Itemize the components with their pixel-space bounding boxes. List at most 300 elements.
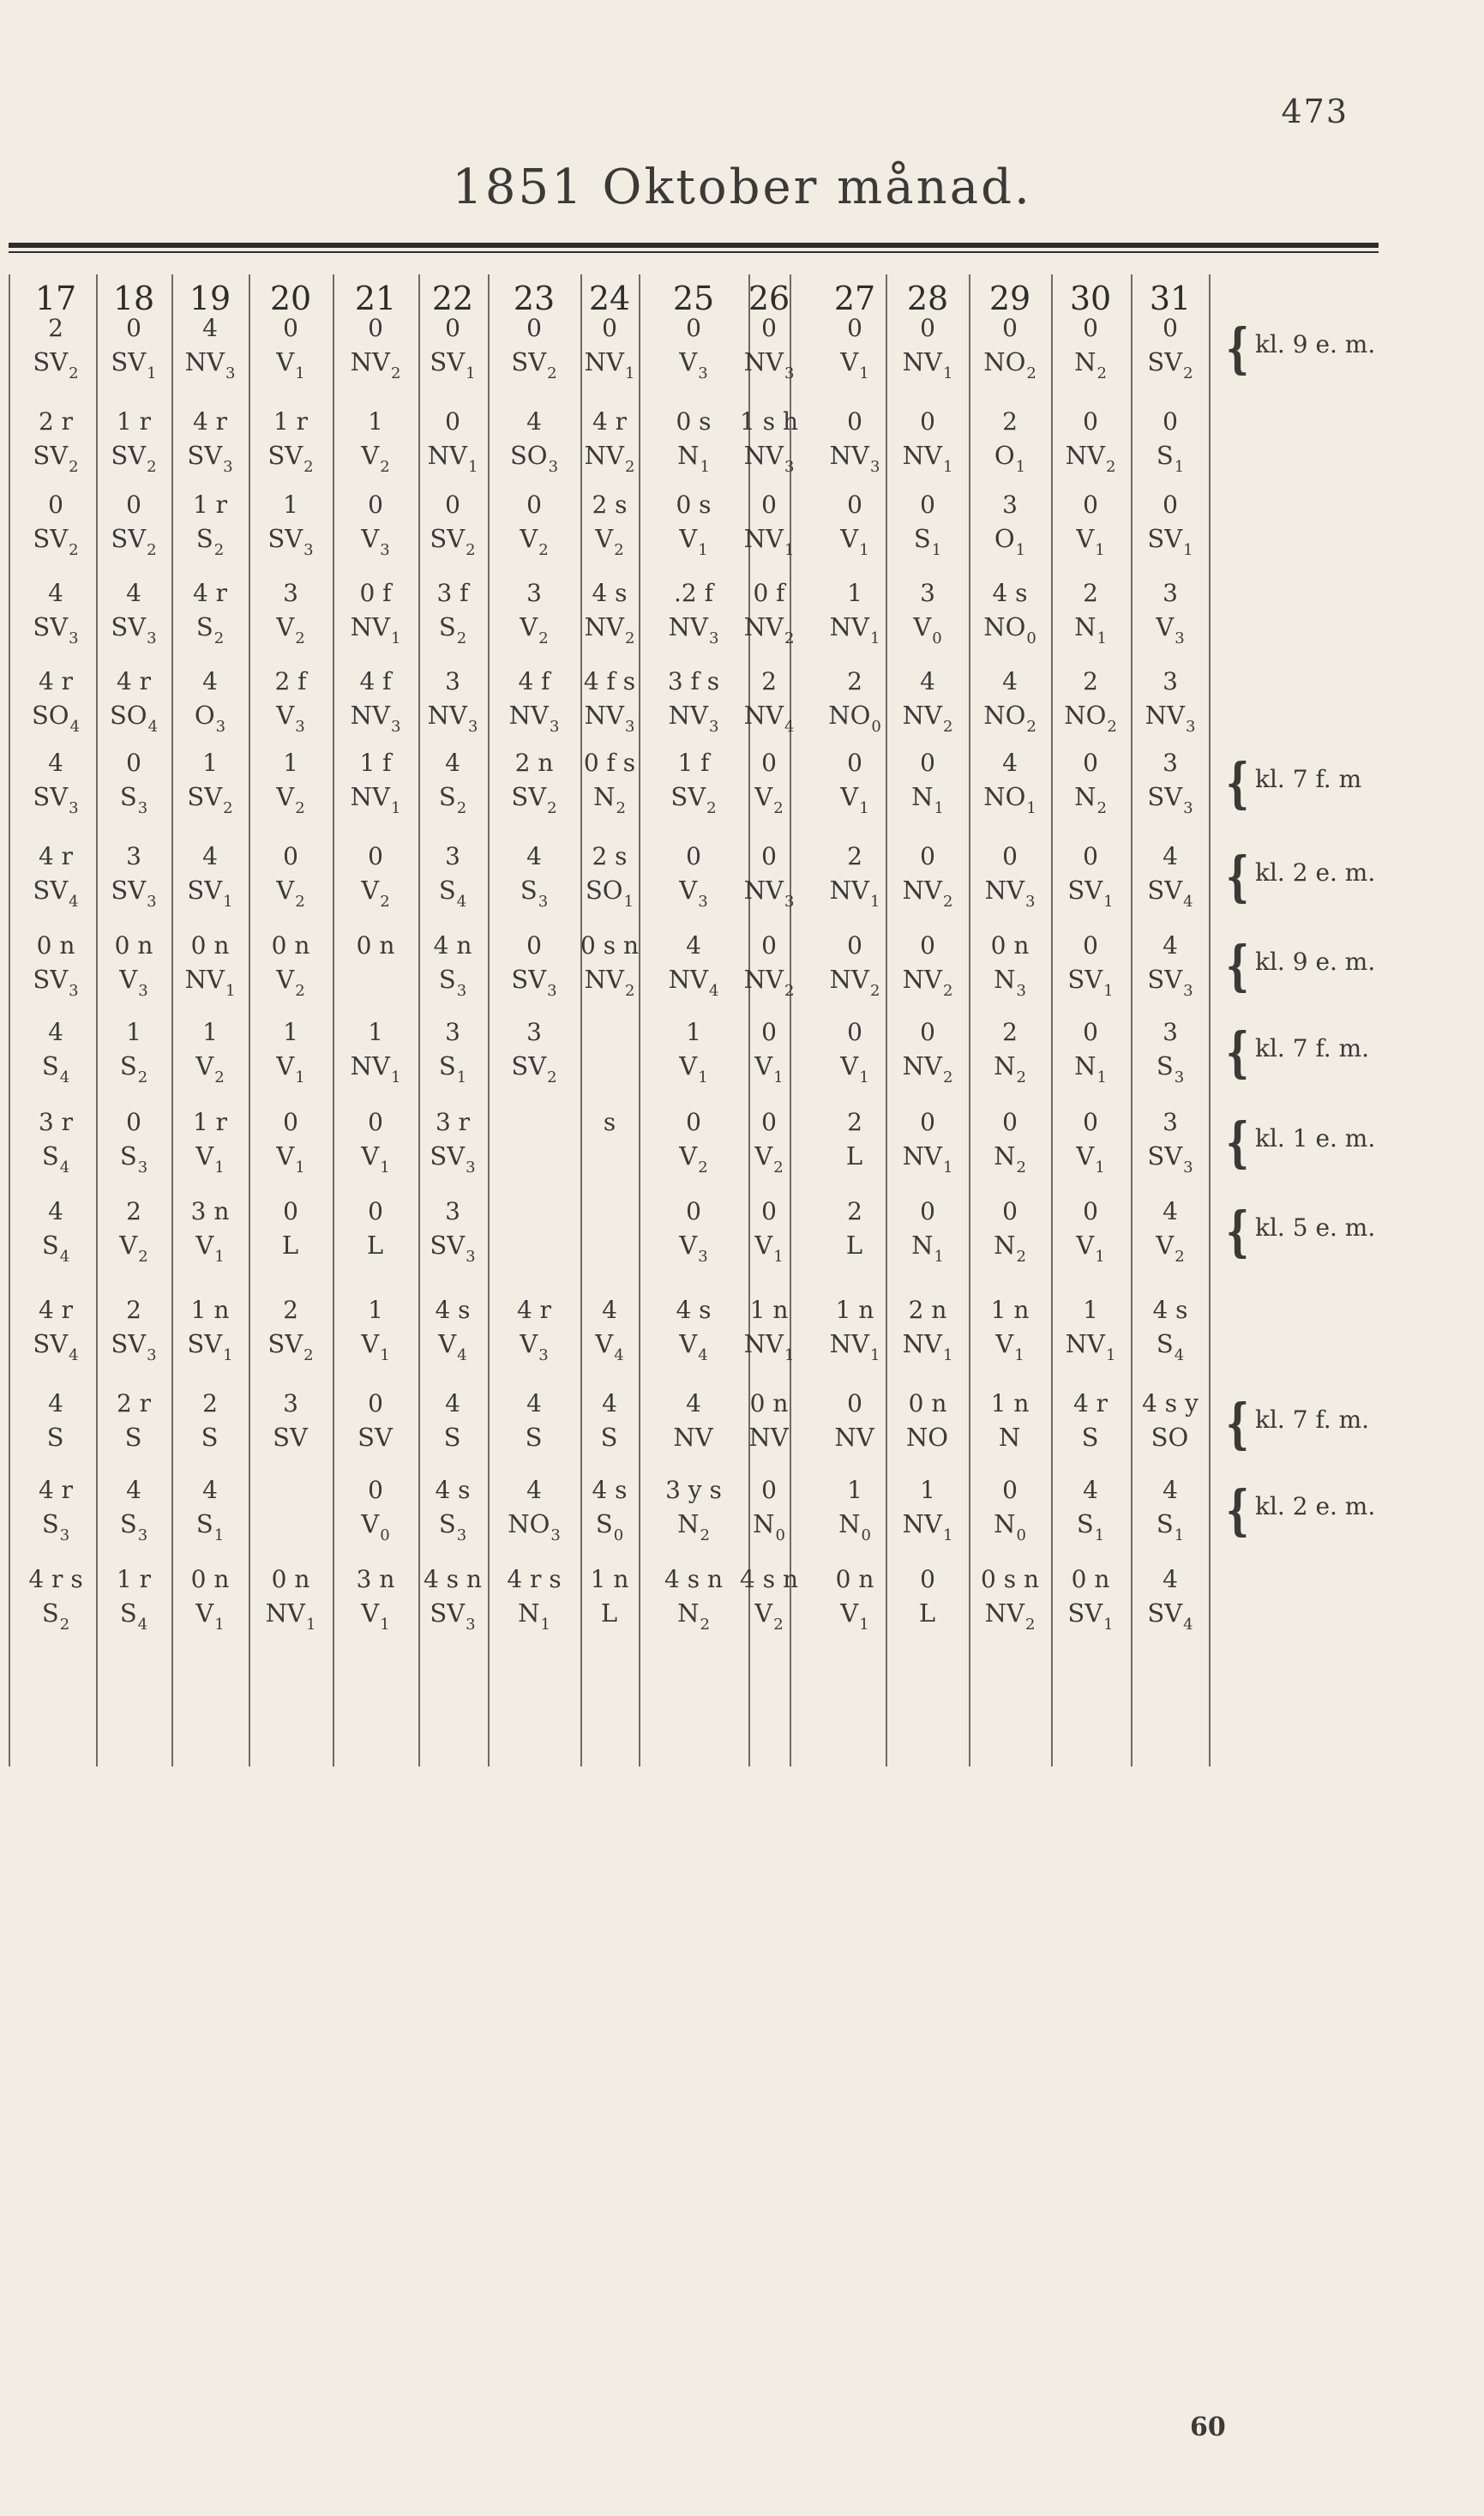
wind-strength: 2 — [942, 982, 953, 1000]
sky-cover-value: 0 — [283, 842, 298, 870]
sky-cover-value: 4 r s — [507, 1565, 562, 1593]
wind-direction-value — [17, 701, 94, 734]
wind-strength: 1 — [931, 541, 942, 559]
sky-cover-value: s — [603, 1108, 616, 1136]
wind-direction-value — [1132, 1598, 1209, 1632]
wind-direction: NO — [508, 1509, 550, 1538]
wind-direction: NV — [743, 441, 784, 470]
sky-cover-value: 0 — [368, 1108, 383, 1136]
wind-direction: S — [913, 524, 931, 553]
wind-direction: NV — [584, 612, 624, 641]
wind-strength: 4 — [69, 718, 81, 736]
wind-direction: SV — [187, 876, 223, 905]
time-note-text: kl. 2 e. m. — [1255, 858, 1376, 887]
wind-direction: L — [366, 1231, 384, 1260]
sky-cover-value: 4 — [48, 749, 63, 777]
wind-direction: V — [361, 1598, 380, 1628]
wind-direction-value — [655, 1141, 732, 1175]
wind-strength: 4 — [457, 1346, 467, 1364]
wind-direction: NV — [184, 965, 225, 994]
wind-direction: S — [438, 612, 456, 641]
sky-cover-value: 0 — [920, 1018, 935, 1046]
wind-strength: 1 — [305, 1616, 316, 1634]
wind-direction-value — [971, 1509, 1048, 1543]
wind-direction: O — [194, 701, 215, 730]
wind-strength: 3 — [295, 718, 305, 736]
wind-direction-value — [1052, 441, 1129, 474]
wind-direction: NV — [902, 1329, 942, 1358]
wind-direction-value — [889, 1423, 966, 1456]
wind-direction-value — [971, 965, 1048, 998]
wind-strength: 1 — [1094, 1526, 1105, 1544]
wind-direction: N — [838, 1509, 861, 1538]
wind-direction-value — [252, 1051, 329, 1085]
wind-strength: 3 — [1175, 629, 1185, 647]
wind-strength: 3 — [225, 364, 236, 382]
wind-direction-value — [655, 1231, 732, 1264]
wind-strength: 3 — [138, 982, 148, 1000]
wind-direction-value — [971, 1423, 1048, 1456]
wind-direction: NO — [983, 701, 1026, 730]
wind-strength: 2 — [147, 541, 157, 559]
wind-direction-value — [496, 1509, 573, 1543]
wind-strength: 3 — [215, 718, 226, 736]
wind-direction: NV — [584, 965, 624, 994]
sky-cover-value: 4 s n — [423, 1565, 483, 1593]
sky-cover-value: 0 s — [676, 491, 712, 519]
sky-cover-value: 4 r — [192, 407, 228, 436]
wind-direction-value — [171, 524, 249, 557]
wind-direction-value — [571, 612, 648, 646]
wind-strength: 2 — [538, 541, 549, 559]
wind-direction: V — [840, 524, 859, 553]
wind-direction-value — [889, 1141, 966, 1175]
sky-cover-value: 0 — [1083, 842, 1098, 870]
sky-cover-value: 0 n — [356, 931, 395, 960]
wind-direction-value — [1052, 1141, 1129, 1175]
wind-strength: 4 — [69, 1346, 79, 1364]
wind-strength: 3 — [538, 893, 549, 911]
wind-direction-value — [571, 876, 648, 909]
observation-row — [9, 1109, 1379, 1191]
wind-direction: NV — [508, 701, 549, 730]
wind-direction: S — [595, 1509, 613, 1538]
wind-direction: V — [195, 1141, 214, 1171]
sky-cover-value: 0 — [1002, 1476, 1018, 1504]
wind-strength: 1 — [869, 629, 880, 647]
sky-cover-value: 2 — [761, 667, 777, 695]
sky-cover-value: 4 — [602, 1296, 617, 1324]
wind-strength: 2 — [614, 541, 624, 559]
wind-direction: V — [361, 1509, 380, 1538]
wind-direction-value — [414, 876, 491, 909]
wind-direction: NV — [184, 347, 225, 376]
sky-cover-value: 1 n — [835, 1296, 874, 1324]
wind-direction: SV — [430, 1231, 466, 1260]
wind-direction: S — [1156, 441, 1174, 470]
sky-cover-value: 0 — [283, 1197, 298, 1225]
wind-direction: S — [119, 1509, 137, 1538]
sky-cover-value: 4 — [1083, 1476, 1098, 1504]
wind-direction-value — [1132, 1509, 1209, 1543]
wind-direction: NV — [829, 612, 869, 641]
wind-direction-value — [171, 612, 249, 646]
wind-direction-value — [571, 1231, 648, 1264]
wind-direction-value — [337, 524, 414, 557]
wind-direction: SV — [273, 1423, 308, 1452]
sky-cover-value: 0 — [283, 1108, 298, 1136]
wind-direction-value — [730, 1231, 808, 1264]
wind-strength: 2 — [547, 1068, 557, 1086]
wind-direction: V — [754, 1231, 773, 1260]
wind-strength: 2 — [1016, 1159, 1026, 1177]
wind-direction-value — [889, 1598, 966, 1632]
sky-cover-value: 4 — [526, 1389, 542, 1418]
observation-table — [9, 257, 1379, 1765]
wind-direction-value — [655, 782, 732, 816]
wind-direction-value — [971, 1051, 1048, 1085]
wind-direction: V — [679, 1051, 698, 1080]
wind-direction: SV — [1067, 876, 1103, 905]
sky-cover-value: 0 — [761, 1018, 777, 1046]
wind-strength: 2 — [456, 629, 467, 647]
wind-strength: 1 — [540, 1616, 550, 1634]
sky-cover-value: 4 n — [433, 931, 472, 960]
sky-cover-value: 1 r — [192, 1108, 228, 1136]
wind-direction-value — [171, 441, 249, 474]
wind-strength: 2 — [942, 893, 953, 911]
wind-direction: SV — [267, 1329, 303, 1358]
wind-strength: 3 — [137, 1526, 148, 1544]
sky-cover-value: 1 — [920, 1476, 935, 1504]
wind-direction: N — [911, 782, 934, 811]
sky-cover-value: 0 n — [990, 931, 1030, 960]
wind-strength: 2 — [69, 364, 79, 382]
wind-direction-value — [414, 1231, 491, 1264]
wind-direction-value — [496, 876, 573, 909]
wind-strength: 1 — [1014, 1346, 1024, 1364]
wind-direction-value — [655, 347, 732, 381]
wind-direction-value — [171, 1051, 249, 1085]
wind-direction: N — [753, 1509, 775, 1538]
wind-strength: 1 — [942, 1159, 953, 1177]
wind-direction: SV — [111, 876, 147, 905]
sky-cover-value: 0 — [686, 1108, 701, 1136]
sky-cover-value: 4 r — [38, 667, 74, 695]
wind-strength: 2 — [380, 893, 390, 911]
wind-strength: 1 — [934, 799, 944, 817]
wind-strength: 3 — [550, 1526, 561, 1544]
sky-cover-value: 0 — [761, 749, 777, 777]
wind-strength: 1 — [380, 1616, 390, 1634]
wind-direction-value — [337, 1509, 414, 1543]
wind-direction-value — [414, 1423, 491, 1456]
wind-direction-value — [95, 1509, 172, 1543]
wind-direction-value — [17, 1141, 94, 1175]
wind-strength: 2 — [698, 1159, 708, 1177]
wind-strength: 1 — [225, 982, 236, 1000]
wind-direction: S — [438, 1509, 456, 1538]
observation-row — [9, 1019, 1379, 1101]
wind-direction: S — [525, 1423, 543, 1452]
wind-direction-value — [655, 701, 732, 734]
time-note-text: kl. 9 e. m. — [1255, 330, 1376, 358]
wind-direction-value — [337, 612, 414, 646]
wind-strength: 2 — [547, 364, 557, 382]
wind-direction: SV — [33, 612, 69, 641]
sky-cover-value: 0 — [48, 491, 63, 519]
wind-direction: N — [994, 1231, 1016, 1260]
wind-direction: N — [911, 1231, 934, 1260]
sky-cover-value: 1 — [368, 1018, 383, 1046]
sky-cover-value: 0 — [920, 1565, 935, 1593]
wind-direction-value — [816, 782, 893, 816]
wind-strength: 4 — [1174, 1346, 1185, 1364]
sky-cover-value: 0 n — [835, 1565, 874, 1593]
wind-strength: 3 — [708, 718, 719, 736]
wind-direction-value — [171, 1141, 249, 1175]
wind-strength: 3 — [69, 982, 79, 1000]
wind-direction-value — [17, 1329, 94, 1363]
wind-strength: 1 — [223, 1346, 233, 1364]
wind-direction-value — [95, 701, 172, 734]
wind-strength: 1 — [859, 364, 869, 382]
wind-direction-value — [1132, 1423, 1209, 1456]
wind-direction: SV — [1147, 524, 1183, 553]
wind-strength: 1 — [942, 458, 953, 476]
wind-direction: S — [438, 1051, 456, 1080]
wind-direction-value — [252, 701, 329, 734]
sky-cover-value: 3 — [920, 579, 935, 607]
wind-direction: N — [677, 1509, 700, 1538]
wind-direction-value — [889, 965, 966, 998]
wind-direction: NO — [983, 782, 1026, 811]
wind-direction: SV — [511, 782, 547, 811]
wind-strength: 1 — [869, 1346, 880, 1364]
wind-direction-value — [571, 347, 648, 381]
wind-direction-value — [571, 701, 648, 734]
wind-strength: 3 — [698, 364, 708, 382]
wind-strength: 1 — [859, 1616, 869, 1634]
wind-direction: V — [276, 876, 295, 905]
wind-strength: 1 — [859, 799, 869, 817]
wind-strength: 0 — [775, 1526, 785, 1544]
wind-direction-value — [252, 1598, 329, 1632]
wind-direction-value — [730, 965, 808, 998]
wind-direction-value — [496, 965, 573, 998]
wind-direction: NV — [902, 1509, 942, 1538]
day-header: 22 — [431, 280, 474, 317]
wind-direction: SV — [1067, 965, 1103, 994]
wind-strength: 2 — [1026, 364, 1036, 382]
wind-strength: 0 — [932, 629, 942, 647]
wind-direction-value — [414, 441, 491, 474]
sky-cover-value: 4 — [1163, 1197, 1178, 1225]
wind-strength: 3 — [548, 458, 559, 476]
sky-cover-value: 0 — [526, 491, 542, 519]
wind-direction-value — [95, 1231, 172, 1264]
wind-direction-value — [496, 1051, 573, 1085]
wind-direction-value — [17, 441, 94, 474]
observation-row — [9, 408, 1379, 491]
sky-cover-value: 4 r — [38, 1296, 74, 1324]
wind-direction-value — [1132, 965, 1209, 998]
wind-strength: 2 — [1016, 1248, 1026, 1266]
wind-direction-value — [816, 441, 893, 474]
wind-direction: N — [1074, 347, 1096, 376]
sky-cover-value: 0 — [847, 931, 862, 960]
sky-cover-value: 0 n — [1071, 1565, 1110, 1593]
wind-direction-value — [414, 612, 491, 646]
wind-strength: 1 — [466, 364, 476, 382]
sky-cover-value: 3 r — [435, 1108, 471, 1136]
sky-cover-value: 2 — [1002, 407, 1018, 436]
sky-cover-value: 4 s — [435, 1296, 471, 1324]
wind-direction: SV — [111, 1329, 147, 1358]
wind-direction: SV — [670, 782, 706, 811]
sky-cover-value: 1 n — [190, 1296, 230, 1324]
wind-direction: SV — [511, 965, 547, 994]
wind-direction: SV — [357, 1423, 393, 1452]
sky-cover-value: 3 — [445, 842, 460, 870]
wind-direction-value — [337, 965, 414, 998]
wind-direction: V — [1076, 1231, 1095, 1260]
wind-strength: 2 — [214, 1068, 225, 1086]
wind-direction: V — [595, 1329, 614, 1358]
sky-cover-value: 0 — [920, 314, 935, 342]
wind-direction: NV — [265, 1598, 305, 1628]
wind-direction: S — [201, 1423, 219, 1452]
wind-direction-value — [496, 782, 573, 816]
wind-direction: V — [276, 701, 295, 730]
wind-direction: NO — [905, 1423, 949, 1452]
sky-cover-value: 2 — [847, 1108, 862, 1136]
wind-direction-value — [971, 1141, 1048, 1175]
sky-cover-value: 4 — [526, 1476, 542, 1504]
sky-cover-value: 0 n — [190, 1565, 230, 1593]
sky-cover-value: 2 — [1002, 1018, 1018, 1046]
wind-direction-value — [496, 612, 573, 646]
sky-cover-value: 3 y s — [665, 1476, 722, 1504]
wind-strength: 3 — [137, 799, 148, 817]
wind-direction-value — [730, 1051, 808, 1085]
top-rule — [9, 243, 1379, 248]
sky-cover-value: 4 — [126, 1476, 141, 1504]
wind-direction: SV — [33, 347, 69, 376]
wind-direction-value — [414, 782, 491, 816]
wind-strength: 3 — [467, 718, 478, 736]
wind-strength: 3 — [456, 1526, 467, 1544]
wind-direction: S — [195, 1509, 213, 1538]
wind-direction-value — [816, 1231, 893, 1264]
wind-strength: 3 — [1183, 982, 1193, 1000]
sky-cover-value: 4 s — [1152, 1296, 1188, 1324]
wind-direction-value — [17, 612, 94, 646]
wind-strength: 2 — [456, 799, 467, 817]
wind-direction: NV — [584, 347, 624, 376]
wind-direction-value — [971, 1598, 1048, 1632]
sky-cover-value: 0 — [368, 842, 383, 870]
wind-direction-value — [252, 876, 329, 909]
wind-strength: 2 — [138, 1248, 148, 1266]
wind-direction: S — [124, 1423, 142, 1452]
wind-strength: 1 — [698, 1068, 708, 1086]
observation-row — [9, 843, 1379, 925]
sky-cover-value: 3 — [1163, 1108, 1178, 1136]
wind-strength: 0 — [380, 1526, 390, 1544]
wind-direction: NV — [350, 701, 390, 730]
wind-strength: 2 — [295, 629, 305, 647]
day-header: 18 — [112, 280, 155, 317]
wind-strength: 1 — [214, 1616, 225, 1634]
sky-cover-value: 1 — [202, 749, 218, 777]
wind-strength: 1 — [942, 1346, 953, 1364]
wind-strength: 3 — [1024, 893, 1036, 911]
wind-direction-value — [889, 1509, 966, 1543]
sky-cover-value: 0 — [920, 931, 935, 960]
wind-direction: V — [1076, 524, 1095, 553]
wind-direction-value — [730, 782, 808, 816]
sky-cover-value: 2 — [48, 314, 63, 342]
wind-strength: 2 — [466, 541, 476, 559]
wind-direction: SV — [511, 347, 547, 376]
wind-direction: NV — [902, 441, 942, 470]
wind-direction: NV — [902, 701, 942, 730]
wind-direction-value — [816, 701, 893, 734]
sky-cover-value: 1 f — [677, 749, 710, 777]
wind-direction: NV — [350, 347, 390, 376]
wind-direction: V — [679, 1329, 698, 1358]
wind-strength: 1 — [624, 364, 635, 382]
wind-direction-value — [337, 347, 414, 381]
wind-direction-value — [496, 347, 573, 381]
wind-strength: 2 — [137, 1068, 148, 1086]
sky-cover-value: 0 — [847, 407, 862, 436]
time-note-text: kl. 7 f. m. — [1255, 1034, 1370, 1062]
sky-cover-value: 3 — [1163, 579, 1178, 607]
sky-cover-value: 0 — [368, 1476, 383, 1504]
wind-strength: 3 — [624, 718, 635, 736]
wind-direction-value — [730, 876, 808, 909]
wind-strength: 1 — [390, 799, 401, 817]
wind-direction-value — [1052, 347, 1129, 381]
wind-direction: V — [361, 441, 380, 470]
wind-direction-value — [171, 1509, 249, 1543]
wind-direction-value — [1132, 1051, 1209, 1085]
wind-strength: 3 — [698, 893, 708, 911]
sky-cover-value: 0 — [126, 314, 141, 342]
sky-cover-value: 3 — [445, 1018, 460, 1046]
sky-cover-value: 0 — [1083, 1018, 1098, 1046]
wind-direction: V — [438, 1329, 457, 1358]
sky-cover-value: 0 n — [749, 1389, 789, 1418]
wind-direction-value — [1132, 782, 1209, 816]
sky-cover-value: 4 — [126, 579, 141, 607]
wind-direction: NV — [743, 701, 784, 730]
wind-strength: 3 — [549, 718, 560, 736]
wind-direction: SV — [1147, 1141, 1183, 1171]
wind-strength: 2 — [295, 893, 305, 911]
wind-direction-value — [655, 612, 732, 646]
sky-cover-value: 0 — [526, 314, 542, 342]
sky-cover-value: 4 — [1002, 749, 1018, 777]
wind-direction-value — [655, 1423, 732, 1456]
wind-strength: 3 — [466, 1159, 476, 1177]
sky-cover-value: 0 — [847, 314, 862, 342]
wind-direction: V — [276, 347, 295, 376]
wind-strength: 3 — [147, 893, 157, 911]
brace-icon: { — [1226, 845, 1250, 908]
